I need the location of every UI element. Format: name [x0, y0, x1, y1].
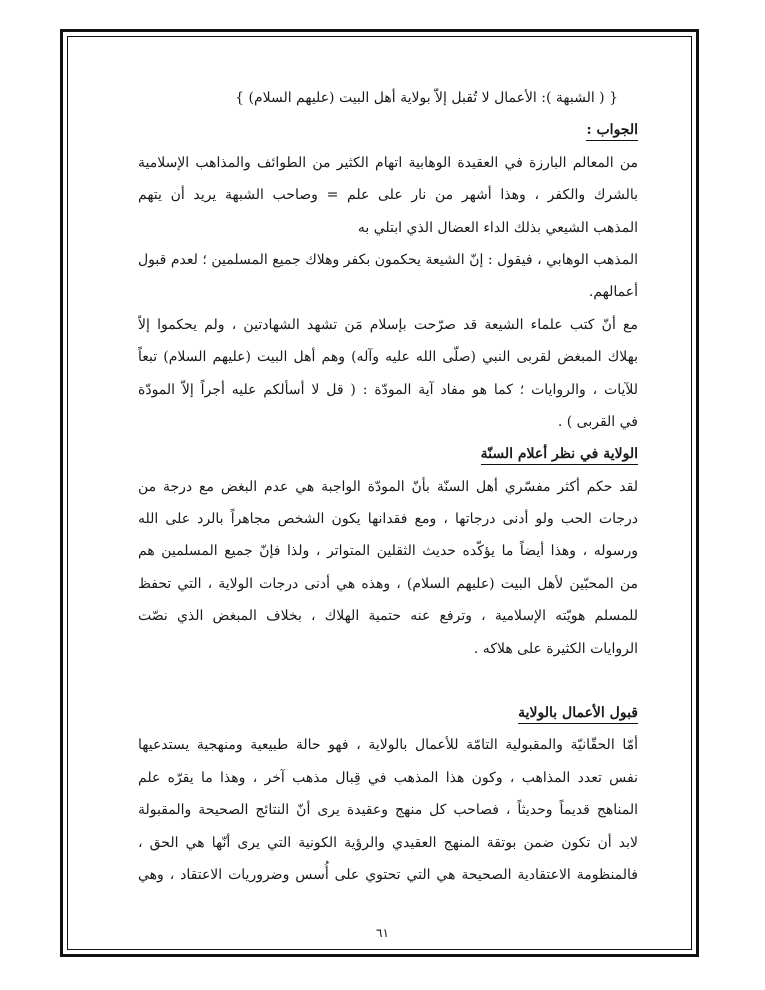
- paragraph3-line: للآيات ، والروايات ؛ كما هو مفاد آية المودّة : ( قل لا أسألكم عليه أجراً إلاّ المودّة: [138, 381, 638, 398]
- section-heading-acceptance: قبول الأعمال بالولاية: [138, 697, 638, 729]
- page-number: ٦١: [376, 926, 389, 940]
- page-body: [138, 82, 638, 891]
- answer-heading: الجواب :: [138, 114, 638, 146]
- paragraph5-line: المناهج قديماً وحديثاً ، فصاحب كل منهج وعقيدة يرى أنّ النتائج الصحيحة والمقبولة: [138, 802, 638, 819]
- paragraph2-line: أعمالهم.: [588, 284, 638, 301]
- paragraph1-line: المذهب الشيعي بذلك الداء العضال الذي ابتلي به: [357, 219, 638, 236]
- paragraph4-line: ورسوله ، وهذا أيضاً ما يؤكّده حديث الثقلين المتواتر ، ولذا فإنّ جميع المسلمين هم: [138, 543, 638, 560]
- paragraph3-line: بهلاك المبغض لقربى النبي (صلّى الله عليه وآله) وهم أهل البيت (عليهم السلام) تبعاً: [138, 349, 638, 366]
- paragraph3-line: مع أنّ كتب علماء الشيعة قد صرّحت بإسلام مَن تشهد الشهادتين ، ولم يحكموا إلاّ: [138, 316, 638, 333]
- paragraph1-line: بالشرك والكفر ، وهذا أشهر من نار على علم = وصاحب الشبهة يريد أن يتهم: [138, 187, 638, 204]
- paragraph4-line: الروايات الكثيرة على هلاكه .: [473, 640, 638, 657]
- paragraph5-line: أمّا الحقّانيّة والمقبولية التامّة للأعمال بالولاية ، فهو حالة طبيعية ومنهجية يستدعيها: [138, 737, 638, 754]
- paragraph2-line: المذهب الوهابي ، فيقول : إنّ الشيعة يحكمون بكفر وهلاك جميع المسلمين ؛ لعدم قبول: [138, 251, 638, 268]
- paragraph5-line: لابد أن تكون ضمن بوتقة المنهج العقيدي والرؤية الكونية التي يرى أنّها هي الحق ،: [138, 834, 638, 851]
- paragraph4-line: لقد حكم أكثر مفسّري أهل السنّة بأنّ المودّة الواجبة هي عدم البغض مع درجة من: [138, 478, 638, 495]
- paragraph5-line: نفس تعدد المذاهب ، وكون هذا المذهب في قِبال مذهب آخر ، وهذا ما يقرّه علم: [138, 769, 638, 786]
- doubt-title: { ( الشبهة ): الأعمال لا تُقبل إلاّ بولاية أهل البيت (عليهم السلام) }: [235, 90, 618, 106]
- section-heading-sunni-view: الولاية في نظر أعلام السنّة: [138, 438, 638, 470]
- section-gap: [138, 665, 638, 697]
- paragraph1-line: من المعالم البارزة في العقيدة الوهابية اتهام الكثير من الطوائف والمذاهب الإسلامية: [138, 154, 638, 171]
- paragraph4-line: درجات الحب ولو أدنى درجاتها ، ومع فقدانها يكون الشخص مجاهراً بالرد على الله: [138, 511, 638, 528]
- paragraph3-line: في القربى ) .: [557, 413, 638, 430]
- paragraph5-line: فالمنظومة الاعتقادية الصحيحة هي التي تحتوي على أُسس وضروريات الاعتقاد ، وهي: [138, 866, 638, 883]
- paragraph4-line: من المحبّين لأهل البيت (عليهم السلام) ، وهذه هي أدنى درجات الولاية ، التي تحفظ: [138, 575, 638, 592]
- paragraph4-line: للمسلم هويّته الإسلامية ، وترفع عنه حتمية الهلاك ، بخلاف المبغض الذي نصّت: [138, 608, 638, 625]
